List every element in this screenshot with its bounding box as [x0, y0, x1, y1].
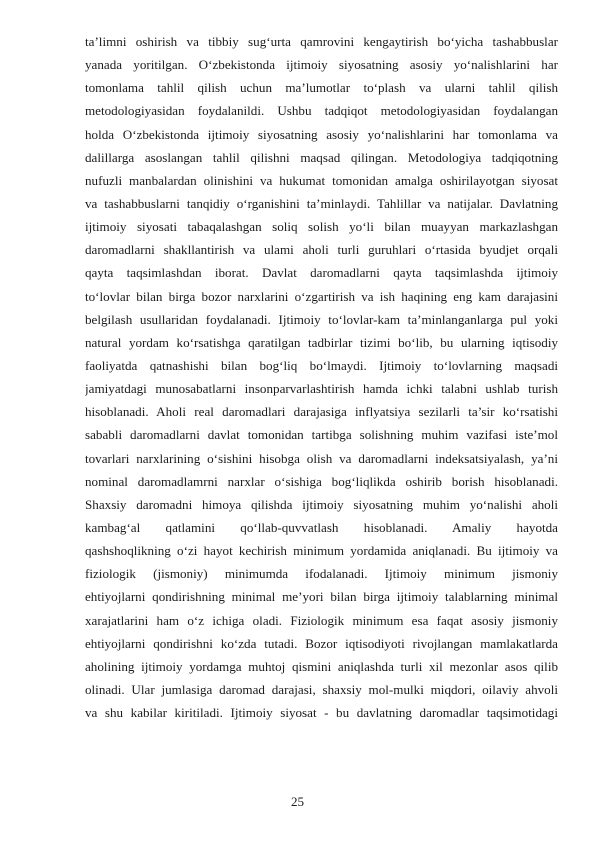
text-line: yanada yoritilgan. O‘zbekistonda ijtimoiy siyosatning asosiy yo‘nalishlarini har — [85, 57, 558, 73]
text-line: daromadlarni shakllantirish va ulami aholi turli guruhlari o‘rtasida byudjet orqali — [85, 242, 558, 258]
text-line: qayta taqsimlashdan iborat. Davlat daromadlarni qayta taqsimlashda ijtimoiy — [85, 265, 558, 281]
text-line: qashshoqlikning o‘zi hayot kechirish minimum yordamida aniqlanadi. Bu ijtimoiy va — [85, 543, 558, 559]
text-line: belgilash usullaridan foydalanadi. Ijtimoiy to‘lovlar-kam ta’minlanganlarga pul yoki — [85, 311, 558, 327]
text-line: nominal daromadlamrni narxlar o‘sishiga bog‘liqlikda oshirib borish hisoblanadi. — [85, 473, 558, 489]
text-line: olinadi. Ular jumlasiga daromad darajasi, shaxsiy mol-mulki miqdori, oilaviy ahvoli — [85, 681, 558, 697]
text-line: ijtimoiy siyosati tabaqalashgan soliq solish yo‘li bilan muayyan markazlashgan — [85, 219, 558, 235]
text-line: va tashabbuslarni tanqidiy o‘rganishini ta’minlaydi. Tahlillar va natijalar. Davlatning — [85, 195, 558, 211]
text-line: fiziologik (jismoniy) minimumda ifodalanadi. Ijtimoiy minimum jismoniy — [85, 566, 558, 582]
text-line: natural yordam ko‘rsatishga qaratilgan tadbirlar tizimi bo‘lib, bu ularning iqtisodiy — [85, 334, 558, 350]
text-line: nufuzli manbalardan olinishini va hukumat tomonidan amalga oshirilayotgan siyosat — [85, 172, 558, 188]
text-line: jamiyatdagi munosabatlarni insonparvarlashtirish hamda ichki talabni ushlab turish — [85, 381, 558, 397]
text-line: holda O‘zbekistonda ijtimoiy siyosatning asosiy yo‘nalishlarini har tomonlama va — [85, 126, 558, 142]
page-number: 25 — [290, 794, 305, 809]
text-line: sababli daromadlarni davlat tomonidan tartibga solishning muhim vazifasi iste’mol — [85, 427, 558, 443]
text-line: faoliyatda qatnashishi bilan bog‘liq bo‘lmaydi. Ijtimoiy to‘lovlarning maqsadi — [85, 357, 558, 373]
text-line: xarajatlarini ham o‘z ichiga oladi. Fiziologik minimum esa faqat asosiy jismoniy — [85, 612, 558, 628]
text-line: kambag‘al qatlamini qo‘llab-quvvatlash hisoblanadi. Amaliy hayotda — [85, 519, 558, 535]
body-text — [85, 30, 558, 724]
text-line: aholining ijtimoiy yordamga muhtoj qismini aniqlashda turli xil mezonlar asos qilib — [85, 658, 558, 674]
text-line: dalillarga asoslangan tahlil qilishni maqsad qilingan. Metodologiya tadqiqotning — [85, 149, 558, 165]
text-line: metodologiyasidan foydalanildi. Ushbu tadqiqot metodologiyasidan foydalangan — [85, 103, 558, 119]
text-line: tovarlari narxlarining o‘sishini hisobga olish va daromadlarni indeksatsiyalash, ya’ni — [85, 450, 558, 466]
text-line: to‘lovlar bilan birga bozor narxlarini o‘zgartirish va ish haqining eng kam darajasini — [85, 288, 558, 304]
text-line: ehtiyojlarni qondirishni ko‘zda tutadi. Bozor iqtisodiyoti rivojlangan mamlakatlarda — [85, 635, 558, 651]
text-line: tomonlama tahlil qilish uchun ma’lumotlar to‘plash va ularni tahlil qilish — [85, 80, 558, 96]
text-line: ta’limni oshirish va tibbiy sug‘urta qamrovini kengaytirish bo‘yicha tashabbuslar — [85, 34, 558, 49]
text-line: hisoblanadi. Aholi real daromadlari darajasiga inflyatsiya sezilarli ta’sir ko‘rsatishi — [85, 404, 558, 420]
text-line: ehtiyojlarni qondirishning minimal me’yori bilan birga ijtimoiy talablarning minimal — [85, 589, 558, 605]
text-line: Shaxsiy daromadni himoya qilishda ijtimoiy siyosatning muhim yo‘nalishi aholi — [85, 496, 558, 512]
text-line: va shu kabilar kiritiladi. Ijtimoiy siyosat - bu davlatning daromadlar taqsimotidagi — [85, 705, 558, 721]
